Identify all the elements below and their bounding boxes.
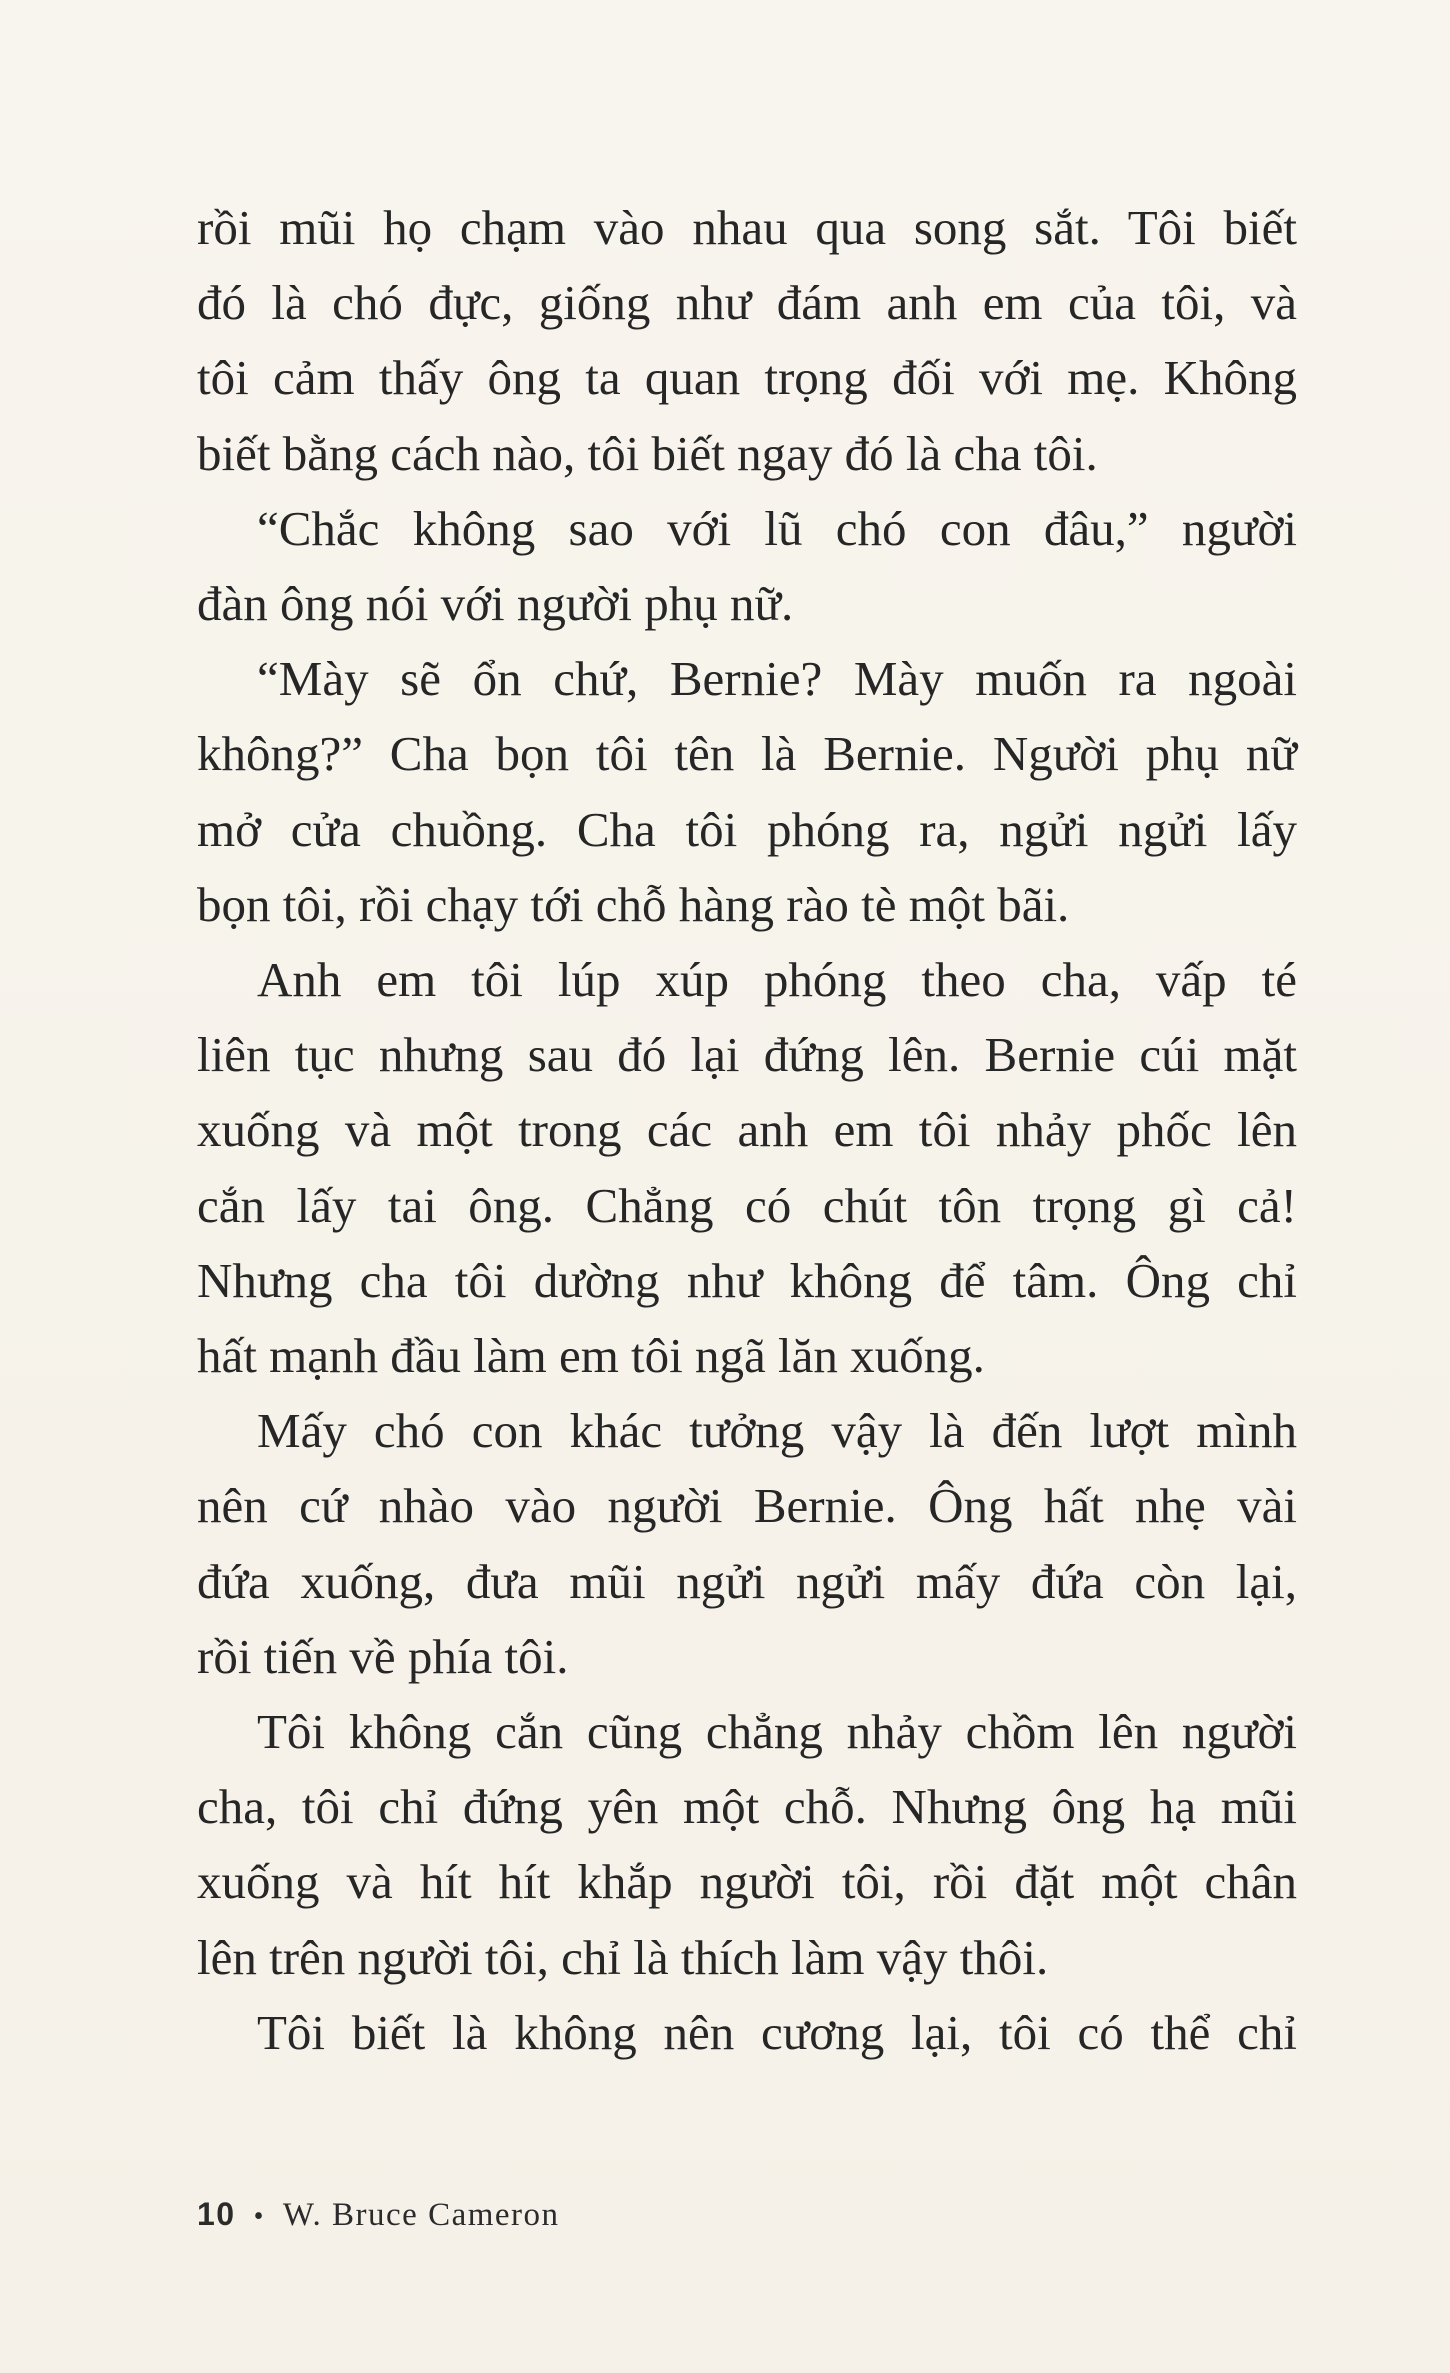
text-line: tôi cảm thấy ông ta quan trọng đối với mẹ. Không — [197, 350, 1297, 406]
text-line: Tôi biết là không nên cương lại, tôi có thể chỉ — [257, 2004, 1297, 2060]
text-line: cha, tôi chỉ đứng yên một chỗ. Nhưng ông hạ mũi — [197, 1779, 1297, 1835]
text-line: mở cửa chuồng. Cha tôi phóng ra, ngửi ngửi lấy — [197, 801, 1297, 857]
text-line: xuống và hít hít khắp người tôi, rồi đặt một chân — [197, 1854, 1297, 1910]
text-line: Nhưng cha tôi dường như không để tâm. Ông chỉ — [197, 1252, 1297, 1308]
text-line: biết bằng cách nào, tôi biết ngay đó là cha tôi. — [197, 425, 1098, 481]
text-line: nên cứ nhào vào người Bernie. Ông hất nhẹ vài — [197, 1478, 1297, 1534]
text-line: cắn lấy tai ông. Chẳng có chút tôn trọng gì cả! — [197, 1177, 1297, 1233]
bullet-separator: • — [253, 2201, 265, 2232]
text-line: Anh em tôi lúp xúp phóng theo cha, vấp té — [257, 952, 1297, 1008]
text-line: lên trên người tôi, chỉ là thích làm vậy thôi. — [197, 1929, 1049, 1985]
author-name: W. Bruce Cameron — [282, 2197, 560, 2233]
text-line: bọn tôi, rồi chạy tới chỗ hàng rào tè một bãi. — [197, 876, 1070, 932]
body-text — [197, 190, 1297, 2070]
text-line: đàn ông nói với người phụ nữ. — [197, 576, 794, 632]
page-number: 10 — [197, 2196, 236, 2232]
text-line: Tôi không cắn cũng chẳng nhảy chồm lên người — [257, 1704, 1297, 1760]
text-line: rồi mũi họ chạm vào nhau qua song sắt. Tôi biết — [197, 200, 1297, 255]
text-line: đó là chó đực, giống như đám anh em của tôi, và — [197, 275, 1297, 331]
text-line: liên tục nhưng sau đó lại đứng lên. Bernie cúi mặt — [197, 1027, 1297, 1083]
text-line: đứa xuống, đưa mũi ngửi ngửi mấy đứa còn lại, — [197, 1553, 1297, 1609]
text-line: Mấy chó con khác tưởng vậy là đến lượt mình — [257, 1403, 1297, 1459]
page-footer — [197, 2196, 560, 2234]
text-line: rồi tiến về phía tôi. — [197, 1628, 569, 1684]
text-line: “Mày sẽ ổn chứ, Bernie? Mày muốn ra ngoài — [257, 651, 1297, 707]
text-line: hất mạnh đầu làm em tôi ngã lăn xuống. — [197, 1328, 985, 1384]
text-line: “Chắc không sao với lũ chó con đâu,” người — [257, 500, 1297, 556]
text-line: xuống và một trong các anh em tôi nhảy phốc lên — [197, 1102, 1297, 1158]
text-line: không?” Cha bọn tôi tên là Bernie. Người phụ nữ — [197, 726, 1297, 782]
